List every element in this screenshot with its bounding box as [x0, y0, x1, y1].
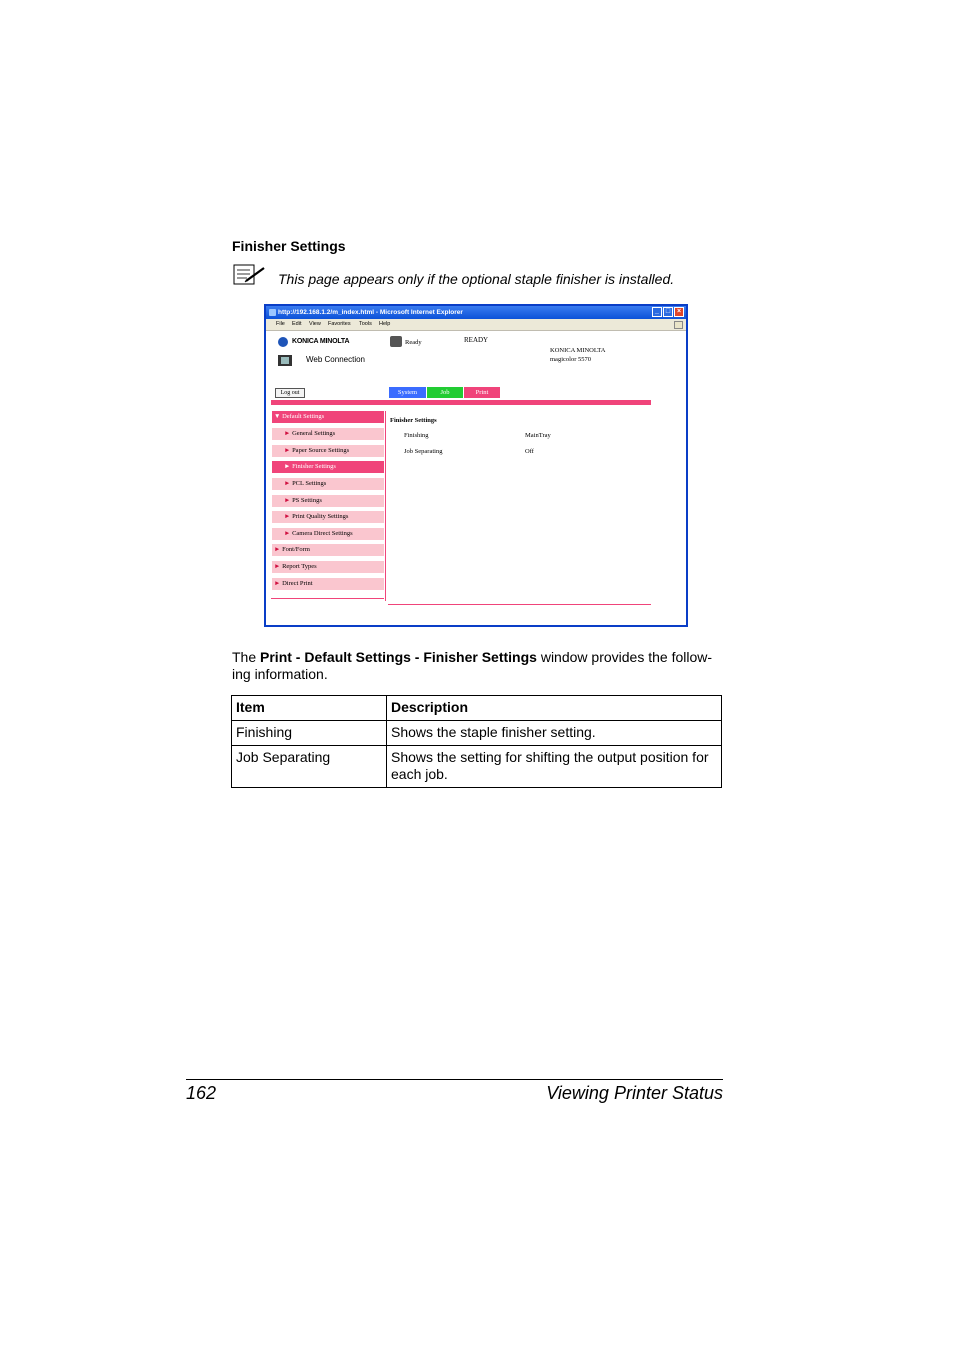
windows-logo-icon	[674, 321, 683, 329]
table-row	[232, 721, 722, 746]
sidebar-item-report-types[interactable]	[272, 561, 384, 573]
sidebar-item-label: Finisher Settings	[292, 463, 336, 470]
content-divider	[388, 604, 651, 605]
paragraph-text: The	[232, 649, 261, 665]
row-value-job-separating: Off	[525, 448, 534, 455]
sidebar-nav	[271, 411, 386, 601]
note-text: This page appears only if the optional staple finisher is installed.	[278, 271, 675, 287]
tab-job[interactable]: Job	[427, 387, 463, 398]
table-header-description: Description	[387, 696, 722, 721]
triangle-right-icon: ►	[284, 430, 293, 437]
paragraph-text-end: window provides the follow-ing information.	[232, 649, 713, 682]
content-title: Finisher Settings	[390, 417, 437, 424]
panel-status: READY	[464, 336, 489, 344]
footer-title: Viewing Printer Status	[546, 1083, 723, 1103]
row-label-job-separating: Job Separating	[404, 448, 443, 455]
konica-minolta-logo-icon	[278, 337, 288, 347]
browser-screenshot	[264, 304, 688, 627]
browser-title: http://192.168.1.2/m_index.html - Microsoft Internet Explorer	[278, 309, 463, 316]
sidebar-item-print-quality-settings[interactable]	[272, 511, 384, 523]
printer-status: Ready	[405, 339, 422, 346]
menu-file[interactable]: File	[276, 321, 285, 327]
browser-titlebar	[266, 306, 686, 319]
menu-favorites[interactable]: Favorites	[328, 321, 351, 327]
sidebar-divider	[271, 598, 384, 599]
tab-print[interactable]: Print	[464, 387, 500, 398]
row-label-finishing: Finishing	[404, 432, 429, 439]
model-brand: KONICA MINOLTA	[550, 347, 606, 354]
sidebar-item-label: Default Settings	[282, 413, 325, 420]
table-cell-item: Finishing	[232, 721, 387, 746]
maximize-icon[interactable]: □	[663, 307, 673, 317]
triangle-right-icon: ►	[274, 580, 283, 587]
sidebar-item-label: Paper Source Settings	[292, 447, 350, 454]
triangle-right-icon: ►	[274, 563, 283, 570]
sidebar-item-label: Camera Direct Settings	[292, 530, 353, 537]
section-title: Finisher Settings	[232, 238, 346, 254]
sidebar-item-label: Print Quality Settings	[292, 513, 349, 520]
sidebar-item-ps-settings[interactable]	[272, 495, 384, 507]
sidebar-item-label: General Settings	[292, 430, 336, 437]
brand-name: KONICA MINOLTA	[292, 338, 350, 345]
page-view	[266, 331, 686, 625]
minimize-icon[interactable]: _	[652, 307, 662, 317]
note-pad-pencil-icon	[233, 263, 267, 287]
sidebar-item-general-settings[interactable]	[272, 428, 384, 440]
pagescope-logo-icon	[278, 355, 292, 366]
info-table	[231, 695, 722, 788]
sidebar-item-finisher-settings[interactable]	[272, 461, 384, 473]
browser-menubar	[266, 319, 686, 331]
triangle-right-icon: ►	[284, 463, 293, 470]
table-header-item: Item	[232, 696, 387, 721]
sidebar-item-label: PS Settings	[292, 497, 322, 504]
sidebar-item-label: Direct Print	[282, 580, 313, 587]
printer-icon	[390, 336, 402, 347]
sidebar-item-pcl-settings[interactable]	[272, 478, 384, 490]
footer-rule	[186, 1079, 723, 1080]
table-row	[232, 746, 722, 788]
paragraph-bold-path: Print - Default Settings - Finisher Settings	[260, 649, 537, 665]
sidebar-item-label: Report Types	[282, 563, 317, 570]
triangle-right-icon: ►	[284, 513, 293, 520]
sidebar-item-paper-source-settings[interactable]	[272, 445, 384, 457]
table-cell-description: Shows the setting for shifting the output position for each job.	[387, 746, 722, 788]
sidebar-item-default-settings[interactable]	[272, 411, 384, 423]
menu-edit[interactable]: Edit	[292, 321, 302, 327]
sidebar-item-label: Font/Form	[282, 546, 310, 553]
menu-tools[interactable]: Tools	[359, 321, 372, 327]
table-cell-item: Job Separating	[232, 746, 387, 788]
row-value-finishing: MainTray	[525, 432, 551, 439]
web-connection-label: Web Connection	[306, 355, 365, 364]
model-name: magicolor 5570	[550, 356, 591, 363]
triangle-right-icon: ►	[284, 447, 293, 454]
ie-icon	[269, 309, 276, 316]
triangle-right-icon: ►	[284, 497, 293, 504]
tab-system[interactable]: System	[389, 387, 426, 398]
sidebar-item-direct-print[interactable]	[272, 578, 384, 590]
header-divider	[271, 400, 651, 405]
table-header-row	[232, 696, 722, 721]
triangle-right-icon: ►	[284, 530, 293, 537]
close-icon[interactable]: ×	[674, 307, 684, 317]
table-cell-description: Shows the staple finisher setting.	[387, 721, 722, 746]
body-paragraph	[232, 649, 724, 683]
logout-button[interactable]: Log out	[275, 388, 305, 398]
page-number: 162	[186, 1083, 217, 1103]
sidebar-item-font-form[interactable]	[272, 544, 384, 556]
triangle-right-icon: ►	[274, 546, 283, 553]
menu-view[interactable]: View	[309, 321, 321, 327]
triangle-right-icon: ►	[284, 480, 293, 487]
sidebar-item-label: PCL Settings	[292, 480, 327, 487]
sidebar-item-camera-direct-settings[interactable]	[272, 528, 384, 540]
menu-help[interactable]: Help	[379, 321, 391, 327]
triangle-down-icon: ▼	[274, 413, 283, 420]
